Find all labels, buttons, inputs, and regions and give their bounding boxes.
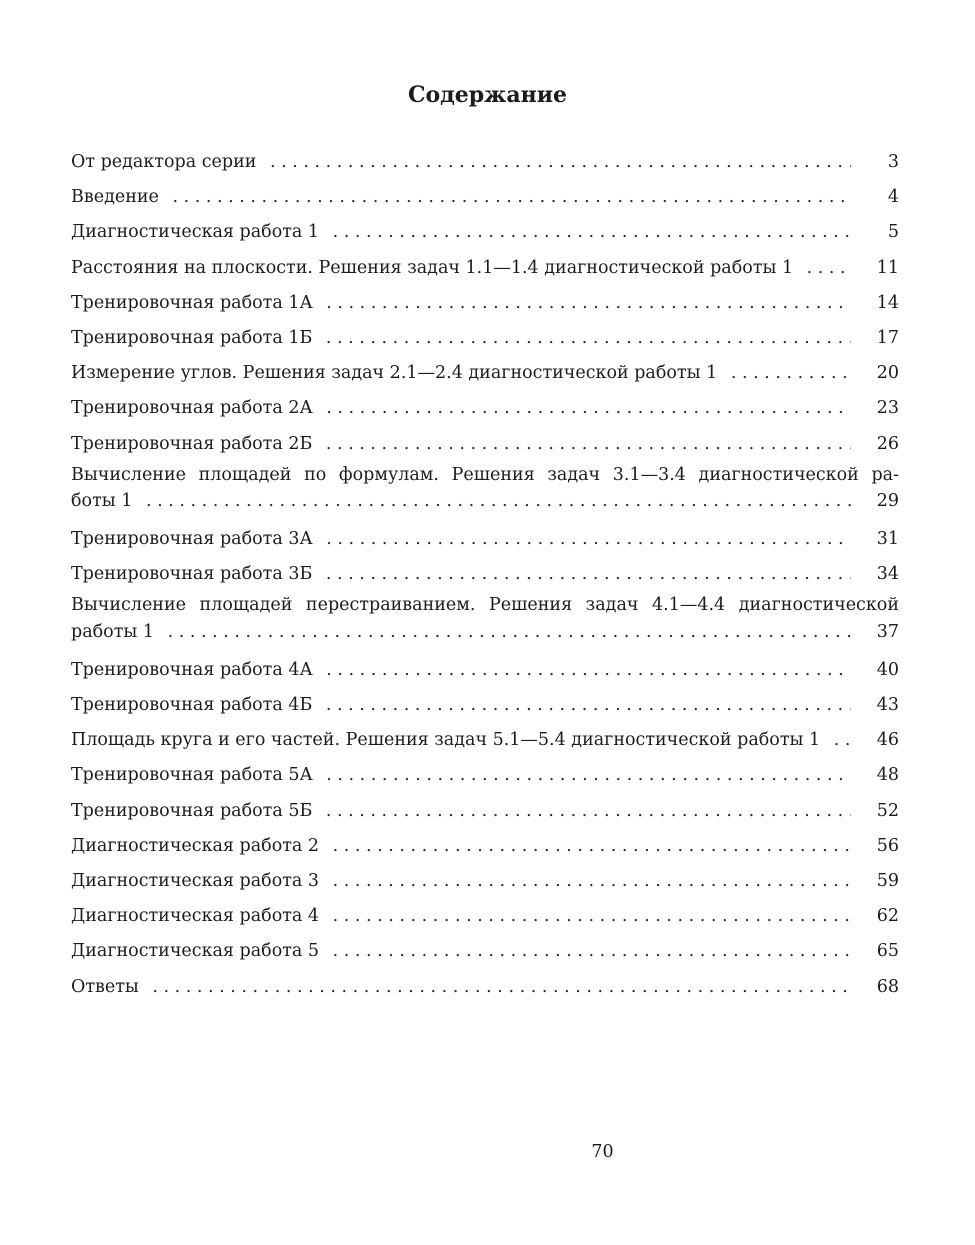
toc-entry-label: Тренировочная работа 1А xyxy=(71,293,321,313)
toc-entry-page: 26 xyxy=(867,428,899,460)
toc-entry[interactable] xyxy=(71,865,899,900)
toc-entry[interactable] xyxy=(71,523,899,558)
toc-entry-page: 31 xyxy=(867,523,899,555)
toc-entry-page: 29 xyxy=(867,488,899,514)
toc-entry[interactable] xyxy=(71,558,899,593)
page-title: Содержание xyxy=(407,82,568,108)
toc-entry-label: Площадь круга и его частей. Решения задач 5.1—5.4 диагностической работы 1 xyxy=(71,730,828,750)
toc-entry-label-line1: Вычисление площадей перестраиванием. Решения задач 4.1—4.4 диагностической xyxy=(71,595,899,616)
toc-entry-label: Диагностическая работа 5 xyxy=(71,941,327,961)
toc-entry-page: 48 xyxy=(867,759,899,791)
toc-entry-label: Тренировочная работа 3Б xyxy=(71,564,320,584)
toc-entry[interactable] xyxy=(71,287,899,322)
toc-entry-label: Введение xyxy=(71,187,167,207)
toc-entry[interactable] xyxy=(71,935,899,970)
toc-entry[interactable] xyxy=(71,181,899,216)
toc-entry-page: 3 xyxy=(878,146,899,178)
toc-entry-page: 4 xyxy=(878,181,899,213)
toc-entry-label-line1: Вычисление площадей по формулам. Решения задач 3.1—3.4 диагностической ра- xyxy=(71,464,899,485)
toc-entry-label: Тренировочная работа 3А xyxy=(71,529,321,549)
toc-entry-label: Тренировочная работа 1Б xyxy=(71,328,320,348)
toc-entry-page: 34 xyxy=(867,558,899,590)
toc-entry-label: Тренировочная работа 4А xyxy=(71,660,321,680)
toc-entry[interactable] xyxy=(71,830,899,865)
toc-entry-page: 17 xyxy=(867,322,899,354)
toc-entry-label: Расстояния на плоскости. Решения задач 1.1—1.4 диагностической работы 1 xyxy=(71,258,801,278)
toc-entry[interactable] xyxy=(71,724,899,759)
toc-entry-page: 62 xyxy=(867,900,899,932)
toc-entry-page: 20 xyxy=(867,357,899,389)
toc-entry-label: Тренировочная работа 2Б xyxy=(71,434,320,454)
toc-entry-label-line2: работы 1 xyxy=(71,622,162,642)
toc-entry[interactable] xyxy=(71,463,899,523)
toc-entry-page: 65 xyxy=(867,935,899,967)
toc-entry-label: Тренировочная работа 5А xyxy=(71,765,321,785)
toc-entry[interactable] xyxy=(71,759,899,794)
toc-entry-label-line2: боты 1 xyxy=(71,491,140,511)
toc-entry[interactable] xyxy=(71,146,899,181)
toc-entry[interactable] xyxy=(71,795,899,830)
toc-entry-label: Тренировочная работа 4Б xyxy=(71,695,320,715)
toc-entry[interactable] xyxy=(71,593,899,653)
toc-entry-label: Тренировочная работа 5Б xyxy=(71,801,320,821)
toc-entry[interactable] xyxy=(71,252,899,287)
toc-entry[interactable] xyxy=(71,357,899,392)
toc-entry-label: Диагностическая работа 4 xyxy=(71,906,327,926)
page-number: 70 xyxy=(591,1142,614,1162)
toc-entry-label: Ответы xyxy=(71,977,147,997)
toc-entry-page: 56 xyxy=(867,830,899,862)
toc-entry[interactable] xyxy=(71,654,899,689)
toc-entry-page: 68 xyxy=(867,971,899,1003)
toc-entry-label: От редактора серии xyxy=(71,152,264,172)
toc-entry-page: 14 xyxy=(867,287,899,319)
toc-entry-label: Диагностическая работа 1 xyxy=(71,222,327,242)
toc-entry-label: Диагностическая работа 2 xyxy=(71,836,327,856)
table-of-contents xyxy=(71,146,899,1006)
toc-entry-label: Диагностическая работа 3 xyxy=(71,871,327,891)
toc-entry-page: 52 xyxy=(867,795,899,827)
toc-entry[interactable] xyxy=(71,971,899,1006)
toc-entry-page: 43 xyxy=(867,689,899,721)
toc-entry[interactable] xyxy=(71,689,899,724)
toc-entry-page: 5 xyxy=(878,216,899,248)
toc-entry-page: 23 xyxy=(867,392,899,424)
toc-entry-page: 37 xyxy=(867,619,899,645)
toc-entry-page: 11 xyxy=(867,252,899,284)
toc-entry-page: 40 xyxy=(867,654,899,686)
toc-entry-page: 59 xyxy=(867,865,899,897)
toc-entry-label: Тренировочная работа 2А xyxy=(71,398,321,418)
toc-entry[interactable] xyxy=(71,322,899,357)
toc-entry[interactable] xyxy=(71,900,899,935)
toc-entry-page: 46 xyxy=(867,724,899,756)
toc-entry-label: Измерение углов. Решения задач 2.1—2.4 диагностической работы 1 xyxy=(71,363,725,383)
toc-entry[interactable] xyxy=(71,428,899,463)
toc-entry[interactable] xyxy=(71,392,899,427)
toc-entry[interactable] xyxy=(71,216,899,251)
